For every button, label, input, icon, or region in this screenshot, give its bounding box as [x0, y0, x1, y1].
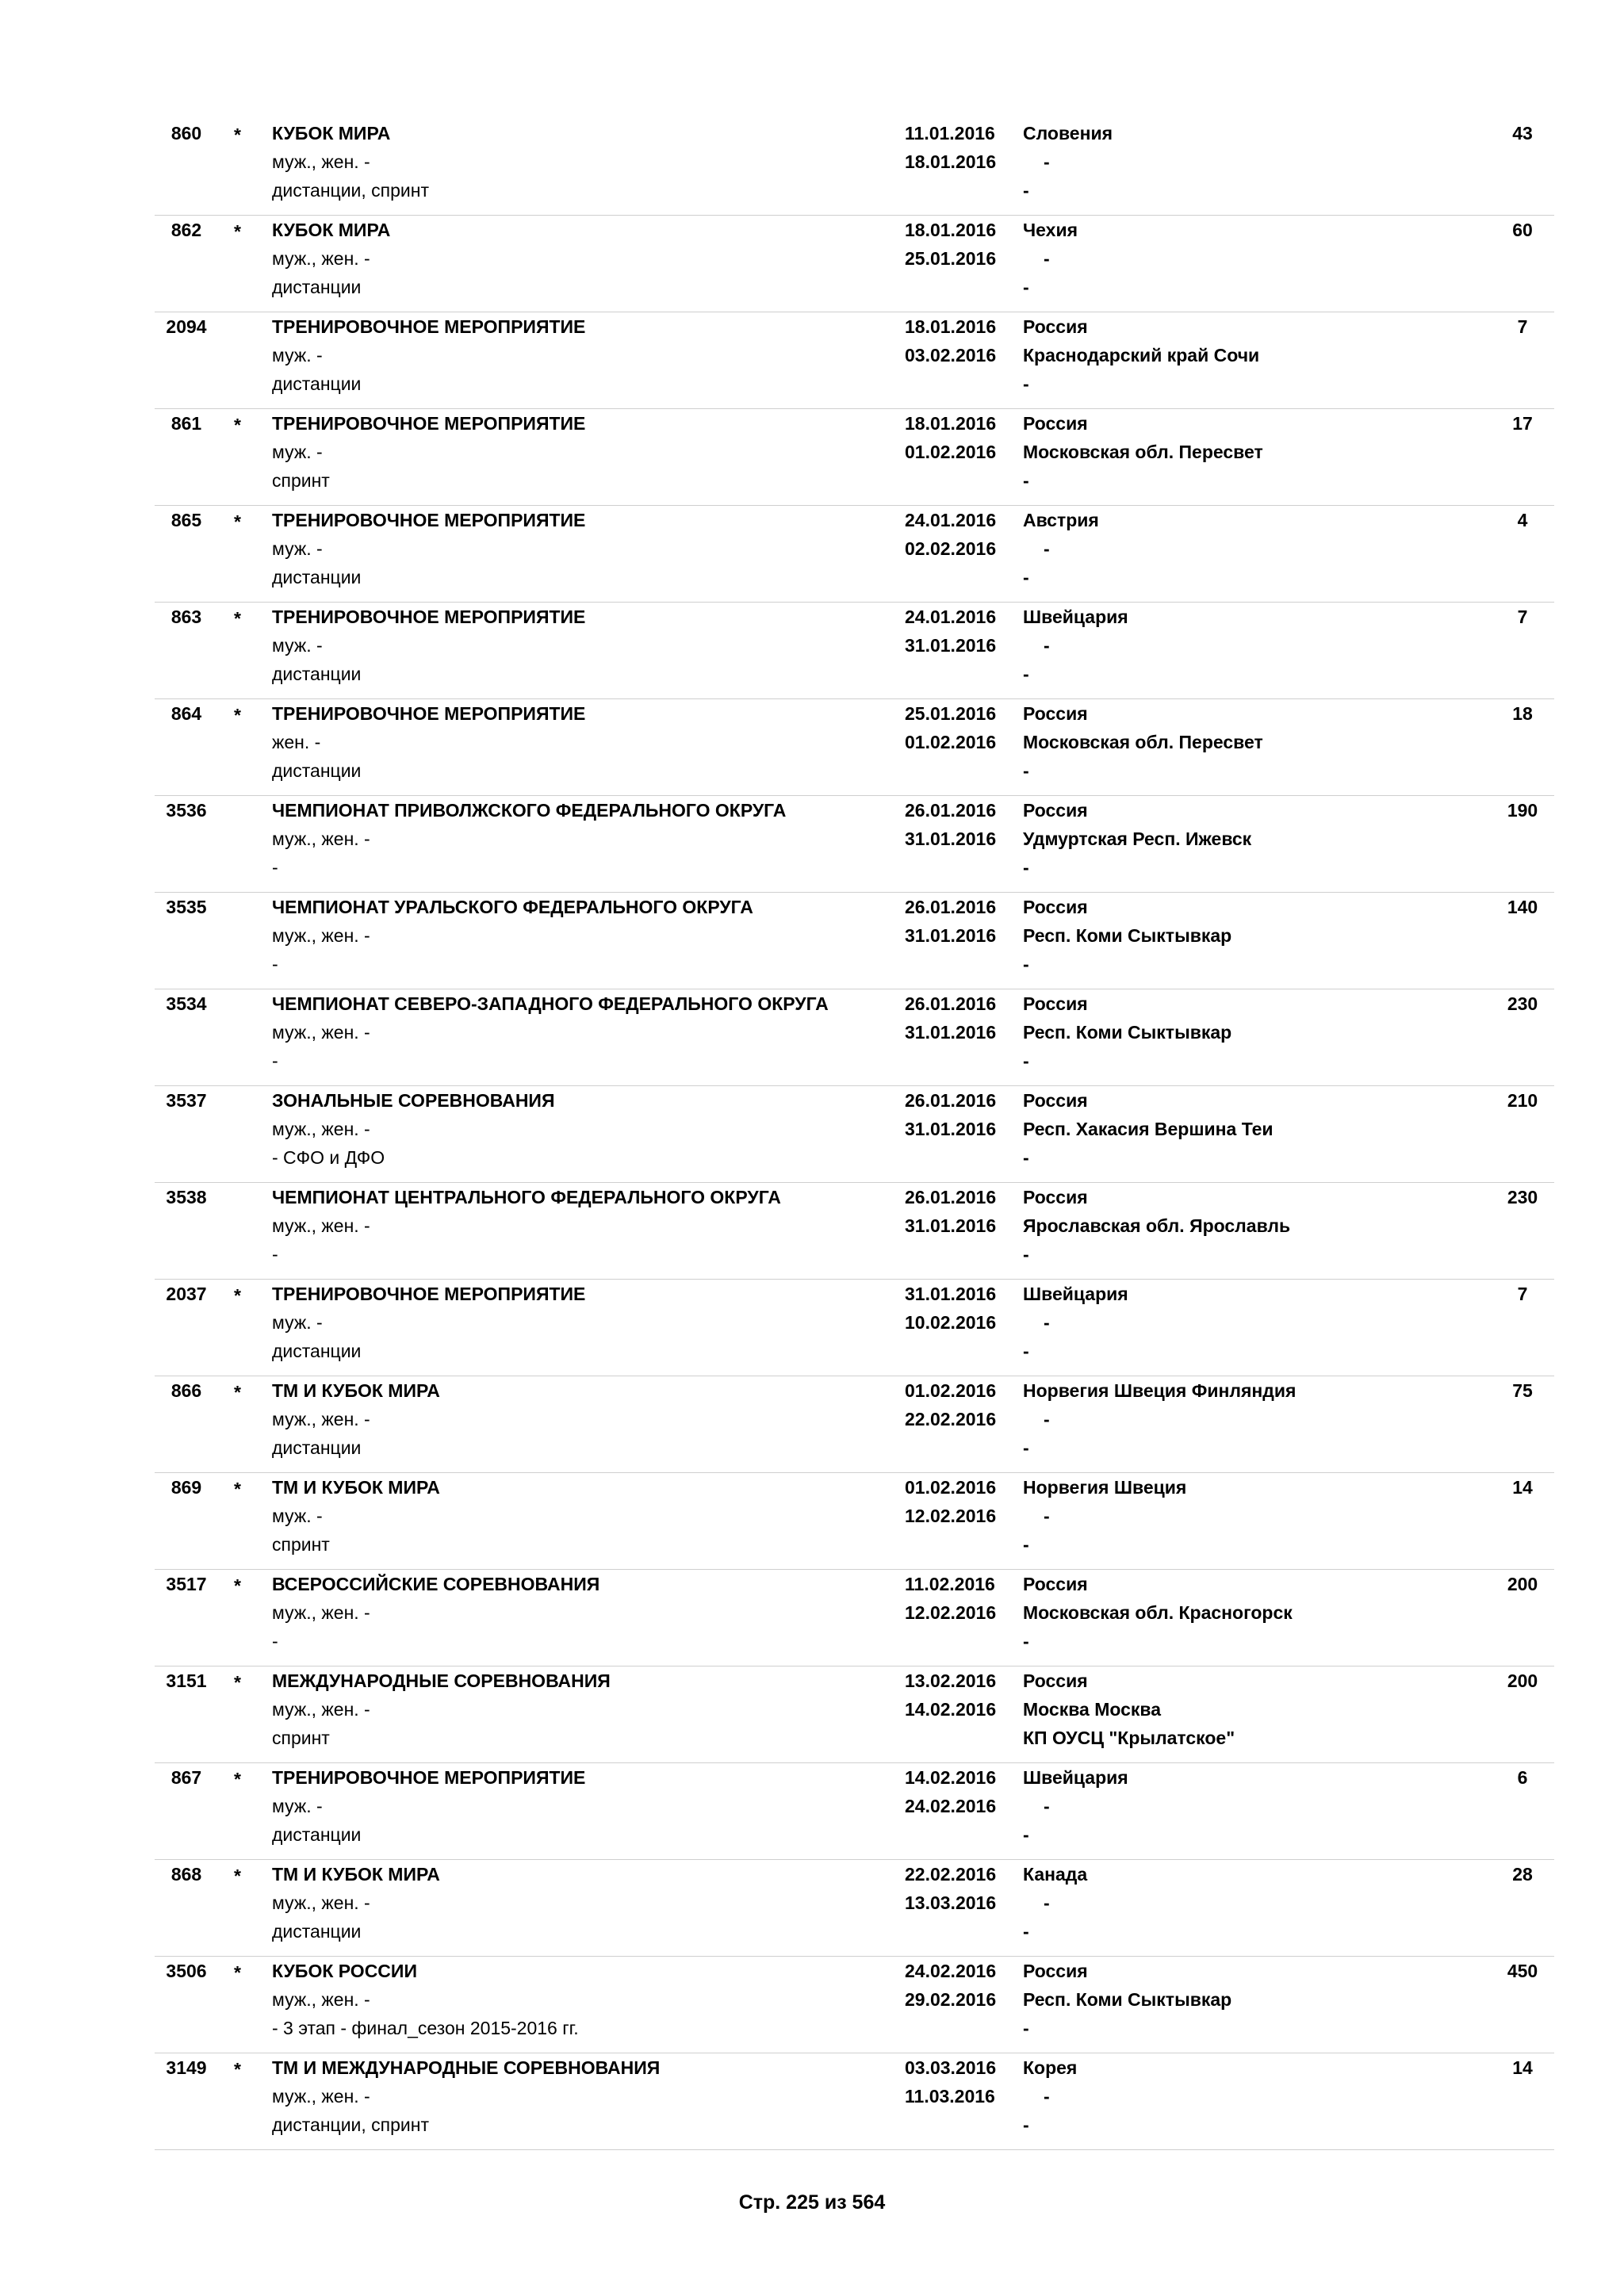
event-discipline: дистанции — [272, 1341, 362, 1361]
table-row — [155, 1086, 1554, 1183]
star-marker: * — [234, 2059, 241, 2080]
participants-count: 60 — [1512, 220, 1533, 240]
date-start: 11.01.2016 — [905, 123, 995, 144]
event-title: ЧЕМПИОНАТ ЦЕНТРАЛЬНОГО ФЕДЕРАЛЬНОГО ОКРУГА — [272, 1187, 781, 1207]
event-discipline: - — [272, 1631, 278, 1651]
event-gender: муж., жен. - — [272, 1022, 370, 1043]
event-region: - — [1044, 2086, 1050, 2107]
table-row — [155, 1763, 1554, 1860]
star-marker: * — [234, 1962, 241, 1983]
event-region: - — [1044, 1892, 1050, 1913]
date-end: 24.02.2016 — [905, 1796, 997, 1816]
event-gender: муж., жен. - — [272, 925, 370, 946]
event-discipline: дистанции — [272, 1824, 362, 1845]
star-marker: * — [234, 1769, 241, 1789]
event-gender: муж. - — [272, 1506, 323, 1526]
event-venue: - — [1023, 470, 1029, 491]
event-region: - — [1044, 1796, 1050, 1816]
date-end: 25.01.2016 — [905, 248, 997, 269]
event-region: Респ. Хакасия Вершина Теи — [1023, 1119, 1274, 1139]
table-row — [155, 409, 1554, 506]
table-row — [155, 603, 1554, 699]
table-row — [155, 506, 1554, 603]
star-marker: * — [234, 1575, 241, 1596]
date-end: 29.02.2016 — [905, 1989, 997, 2010]
event-venue: - — [1023, 857, 1029, 878]
date-start: 18.01.2016 — [905, 316, 997, 337]
date-end: 03.02.2016 — [905, 345, 997, 365]
participants-count: 28 — [1512, 1864, 1533, 1885]
event-country: Швейцария — [1023, 1767, 1128, 1788]
event-country: Норвегия Швеция Финляндия — [1023, 1380, 1297, 1401]
event-venue: - — [1023, 1534, 1029, 1555]
date-end: 31.01.2016 — [905, 925, 997, 946]
event-venue: - — [1023, 954, 1029, 974]
event-id: 2094 — [166, 316, 207, 337]
event-title: ЧЕМПИОНАТ ПРИВОЛЖСКОГО ФЕДЕРАЛЬНОГО ОКРУГА — [272, 800, 787, 821]
event-region: Московская обл. Пересвет — [1023, 732, 1263, 752]
date-end: 13.03.2016 — [905, 1892, 997, 1913]
table-row — [155, 119, 1554, 216]
event-region: - — [1044, 1312, 1050, 1333]
participants-count: 200 — [1507, 1670, 1538, 1691]
table-row — [155, 1570, 1554, 1667]
event-venue: - — [1023, 1437, 1029, 1458]
event-region: - — [1044, 1506, 1050, 1526]
event-country: Норвегия Швеция — [1023, 1477, 1187, 1498]
table-row — [155, 989, 1554, 1086]
event-title: ТМ И КУБОК МИРА — [272, 1477, 440, 1498]
date-end: 02.02.2016 — [905, 538, 997, 559]
event-country: Австрия — [1023, 510, 1099, 530]
table-row — [155, 1183, 1554, 1280]
date-start: 01.02.2016 — [905, 1477, 997, 1498]
event-gender: муж., жен. - — [272, 1602, 370, 1623]
event-venue: - — [1023, 1147, 1029, 1168]
event-discipline: - — [272, 857, 278, 878]
event-gender: муж. - — [272, 538, 323, 559]
event-region: Московская обл. Пересвет — [1023, 442, 1263, 462]
star-marker: * — [234, 1866, 241, 1886]
participants-count: 190 — [1507, 800, 1538, 821]
event-title: МЕЖДУНАРОДНЫЕ СОРЕВНОВАНИЯ — [272, 1670, 611, 1691]
event-id: 862 — [170, 220, 202, 240]
event-gender: муж., жен. - — [272, 1409, 370, 1429]
event-discipline: - — [272, 1050, 278, 1071]
participants-count: 14 — [1512, 2057, 1533, 2078]
event-country: Словения — [1023, 123, 1113, 144]
event-venue: - — [1023, 1341, 1029, 1361]
event-gender: муж., жен. - — [272, 828, 370, 849]
event-gender: муж., жен. - — [272, 2086, 370, 2107]
date-end: 11.03.2016 — [905, 2086, 995, 2107]
event-title: ТРЕНИРОВОЧНОЕ МЕРОПРИЯТИЕ — [272, 607, 586, 627]
event-discipline: - 3 этап - финал_сезон 2015-2016 гг. — [272, 2018, 579, 2038]
date-end: 31.01.2016 — [905, 635, 997, 656]
table-row — [155, 893, 1554, 989]
event-id: 3537 — [166, 1090, 207, 1111]
participants-count: 17 — [1512, 413, 1533, 434]
event-id: 863 — [170, 607, 202, 627]
date-end: 22.02.2016 — [905, 1409, 997, 1429]
date-start: 24.01.2016 — [905, 607, 997, 627]
event-discipline: дистанции — [272, 1437, 362, 1458]
event-country: Россия — [1023, 897, 1088, 917]
event-gender: жен. - — [272, 732, 321, 752]
event-region: Респ. Коми Сыктывкар — [1023, 1022, 1232, 1043]
event-venue: - — [1023, 1244, 1029, 1265]
date-start: 01.02.2016 — [905, 1380, 997, 1401]
event-country: Швейцария — [1023, 1284, 1128, 1304]
event-id: 2037 — [166, 1284, 207, 1304]
event-discipline: дистанции, спринт — [272, 2114, 430, 2135]
table-row — [155, 312, 1554, 409]
event-country: Россия — [1023, 316, 1088, 337]
participants-count: 140 — [1507, 897, 1538, 917]
date-end: 01.02.2016 — [905, 732, 997, 752]
event-title: ТМ И МЕЖДУНАРОДНЫЕ СОРЕВНОВАНИЯ — [272, 2057, 661, 2078]
event-country: Россия — [1023, 1961, 1088, 1981]
participants-count: 18 — [1512, 703, 1533, 724]
event-country: Россия — [1023, 413, 1088, 434]
event-discipline: - — [272, 954, 278, 974]
event-gender: муж. - — [272, 635, 323, 656]
event-country: Россия — [1023, 1670, 1088, 1691]
event-venue: - — [1023, 1921, 1029, 1942]
date-end: 31.01.2016 — [905, 1215, 997, 1236]
event-gender: муж., жен. - — [272, 248, 370, 269]
event-id: 866 — [170, 1380, 202, 1401]
date-end: 31.01.2016 — [905, 828, 997, 849]
event-title: ВСЕРОССИЙСКИЕ СОРЕВНОВАНИЯ — [272, 1574, 600, 1594]
event-region: - — [1044, 635, 1050, 656]
event-gender: муж. - — [272, 345, 323, 365]
date-end: 31.01.2016 — [905, 1022, 997, 1043]
event-venue: - — [1023, 567, 1029, 587]
date-start: 26.01.2016 — [905, 897, 997, 917]
event-country: Корея — [1023, 2057, 1078, 2078]
event-region: Удмуртская Респ. Ижевск — [1023, 828, 1252, 849]
event-id: 3536 — [166, 800, 207, 821]
date-end: 01.02.2016 — [905, 442, 997, 462]
event-gender: муж. - — [272, 1796, 323, 1816]
event-country: Швейцария — [1023, 607, 1128, 627]
event-country: Россия — [1023, 703, 1088, 724]
event-country: Россия — [1023, 993, 1088, 1014]
event-id: 867 — [170, 1767, 202, 1788]
event-id: 868 — [170, 1864, 202, 1885]
event-venue: - — [1023, 2018, 1029, 2038]
event-venue: - — [1023, 1824, 1029, 1845]
participants-count: 230 — [1507, 993, 1538, 1014]
star-marker: * — [234, 124, 241, 145]
event-region: Ярославская обл. Ярославль — [1023, 1215, 1291, 1236]
events-table — [155, 119, 1554, 2150]
participants-count: 43 — [1512, 123, 1533, 144]
table-row — [155, 699, 1554, 796]
table-row — [155, 1860, 1554, 1957]
participants-count: 75 — [1512, 1380, 1533, 1401]
participants-count: 230 — [1507, 1187, 1538, 1207]
date-start: 26.01.2016 — [905, 993, 997, 1014]
event-region: Респ. Коми Сыктывкар — [1023, 925, 1232, 946]
star-marker: * — [234, 1382, 241, 1402]
event-id: 3534 — [166, 993, 207, 1014]
event-title: ТРЕНИРОВОЧНОЕ МЕРОПРИЯТИЕ — [272, 413, 586, 434]
event-region: - — [1044, 248, 1050, 269]
event-venue: - — [1023, 373, 1029, 394]
table-row — [155, 1667, 1554, 1763]
page-number: Стр. 225 из 564 — [738, 2191, 886, 2214]
date-end: 12.02.2016 — [905, 1506, 997, 1526]
date-start: 22.02.2016 — [905, 1864, 997, 1885]
event-gender: муж., жен. - — [272, 1215, 370, 1236]
date-start: 26.01.2016 — [905, 1187, 997, 1207]
event-region: - — [1044, 538, 1050, 559]
date-end: 10.02.2016 — [905, 1312, 997, 1333]
date-start: 18.01.2016 — [905, 413, 997, 434]
participants-count: 200 — [1507, 1574, 1538, 1594]
event-venue: КП ОУСЦ "Крылатское" — [1023, 1728, 1235, 1748]
event-venue: - — [1023, 1050, 1029, 1071]
event-discipline: спринт — [272, 1534, 330, 1555]
event-gender: муж., жен. - — [272, 1119, 370, 1139]
event-gender: муж., жен. - — [272, 151, 370, 172]
table-row — [155, 1280, 1554, 1376]
event-id: 861 — [170, 413, 202, 434]
event-region: - — [1044, 151, 1050, 172]
table-row — [155, 216, 1554, 312]
event-id: 860 — [170, 123, 202, 144]
participants-count: 7 — [1517, 1284, 1528, 1304]
date-start: 26.01.2016 — [905, 800, 997, 821]
star-marker: * — [234, 1672, 241, 1693]
participants-count: 14 — [1512, 1477, 1533, 1498]
event-country: Россия — [1023, 1187, 1088, 1207]
participants-count: 4 — [1517, 510, 1528, 530]
event-region: - — [1044, 1409, 1050, 1429]
event-discipline: дистанции — [272, 664, 362, 684]
event-id: 3151 — [166, 1670, 207, 1691]
date-end: 31.01.2016 — [905, 1119, 997, 1139]
event-id: 869 — [170, 1477, 202, 1498]
event-discipline: спринт — [272, 470, 330, 491]
event-country: Россия — [1023, 800, 1088, 821]
event-region: Московская обл. Красногорск — [1023, 1602, 1293, 1623]
participants-count: 7 — [1517, 316, 1528, 337]
event-discipline: дистанции — [272, 373, 362, 394]
table-row — [155, 1473, 1554, 1570]
event-id: 3517 — [166, 1574, 207, 1594]
event-region: Респ. Коми Сыктывкар — [1023, 1989, 1232, 2010]
star-marker: * — [234, 511, 241, 532]
event-title: ЧЕМПИОНАТ УРАЛЬСКОГО ФЕДЕРАЛЬНОГО ОКРУГА — [272, 897, 753, 917]
event-gender: муж. - — [272, 442, 323, 462]
star-marker: * — [234, 1285, 241, 1306]
date-start: 31.01.2016 — [905, 1284, 997, 1304]
event-title: ЗОНАЛЬНЫЕ СОРЕВНОВАНИЯ — [272, 1090, 555, 1111]
event-discipline: дистанции — [272, 567, 362, 587]
date-start: 24.02.2016 — [905, 1961, 997, 1981]
event-country: Канада — [1023, 1864, 1088, 1885]
event-id: 3535 — [166, 897, 207, 917]
event-discipline: дистанции — [272, 1921, 362, 1942]
table-row — [155, 1957, 1554, 2053]
event-title: КУБОК МИРА — [272, 123, 391, 144]
table-row — [155, 1376, 1554, 1473]
participants-count: 7 — [1517, 607, 1528, 627]
date-start: 26.01.2016 — [905, 1090, 997, 1111]
event-id: 3538 — [166, 1187, 207, 1207]
star-marker: * — [234, 415, 241, 435]
date-start: 13.02.2016 — [905, 1670, 997, 1691]
event-venue: - — [1023, 760, 1029, 781]
star-marker: * — [234, 1479, 241, 1499]
star-marker: * — [234, 221, 241, 242]
event-venue: - — [1023, 664, 1029, 684]
event-region: Москва Москва — [1023, 1699, 1162, 1720]
date-end: 14.02.2016 — [905, 1699, 997, 1720]
date-start: 24.01.2016 — [905, 510, 997, 530]
event-country: Россия — [1023, 1090, 1088, 1111]
event-id: 864 — [170, 703, 202, 724]
event-venue: - — [1023, 1631, 1029, 1651]
event-gender: муж., жен. - — [272, 1892, 370, 1913]
star-marker: * — [234, 705, 241, 725]
event-title: ЧЕМПИОНАТ СЕВЕРО-ЗАПАДНОГО ФЕДЕРАЛЬНОГО ОКРУГА — [272, 993, 829, 1014]
event-gender: муж., жен. - — [272, 1989, 370, 2010]
event-country: Чехия — [1023, 220, 1078, 240]
event-country: Россия — [1023, 1574, 1088, 1594]
event-region: Краснодарский край Сочи — [1023, 345, 1260, 365]
event-title: ТРЕНИРОВОЧНОЕ МЕРОПРИЯТИЕ — [272, 1284, 586, 1304]
star-marker: * — [234, 608, 241, 629]
table-row — [155, 2053, 1554, 2150]
event-title: ТРЕНИРОВОЧНОЕ МЕРОПРИЯТИЕ — [272, 316, 586, 337]
event-title: ТМ И КУБОК МИРА — [272, 1380, 440, 1401]
event-discipline: - — [272, 1244, 278, 1265]
event-title: ТРЕНИРОВОЧНОЕ МЕРОПРИЯТИЕ — [272, 703, 586, 724]
event-venue: - — [1023, 2114, 1029, 2135]
event-title: ТРЕНИРОВОЧНОЕ МЕРОПРИЯТИЕ — [272, 1767, 586, 1788]
event-gender: муж., жен. - — [272, 1699, 370, 1720]
event-title: ТРЕНИРОВОЧНОЕ МЕРОПРИЯТИЕ — [272, 510, 586, 530]
event-id: 3506 — [166, 1961, 207, 1981]
participants-count: 210 — [1507, 1090, 1538, 1111]
date-start: 18.01.2016 — [905, 220, 997, 240]
event-discipline: дистанции — [272, 277, 362, 297]
event-discipline: дистанции — [272, 760, 362, 781]
event-discipline: дистанции, спринт — [272, 180, 430, 201]
participants-count: 6 — [1517, 1767, 1528, 1788]
date-start: 03.03.2016 — [905, 2057, 997, 2078]
event-discipline: спринт — [272, 1728, 330, 1748]
participants-count: 450 — [1507, 1961, 1538, 1981]
event-id: 3149 — [166, 2057, 207, 2078]
date-end: 12.02.2016 — [905, 1602, 997, 1623]
date-start: 14.02.2016 — [905, 1767, 997, 1788]
date-start: 25.01.2016 — [905, 703, 997, 724]
table-row — [155, 796, 1554, 893]
event-id: 865 — [170, 510, 202, 530]
event-gender: муж. - — [272, 1312, 323, 1333]
event-title: КУБОК МИРА — [272, 220, 391, 240]
date-start: 11.02.2016 — [905, 1574, 995, 1594]
event-title: КУБОК РОССИИ — [272, 1961, 417, 1981]
event-discipline: - СФО и ДФО — [272, 1147, 385, 1168]
event-venue: - — [1023, 277, 1029, 297]
event-title: ТМ И КУБОК МИРА — [272, 1864, 440, 1885]
event-venue: - — [1023, 180, 1029, 201]
date-end: 18.01.2016 — [905, 151, 997, 172]
